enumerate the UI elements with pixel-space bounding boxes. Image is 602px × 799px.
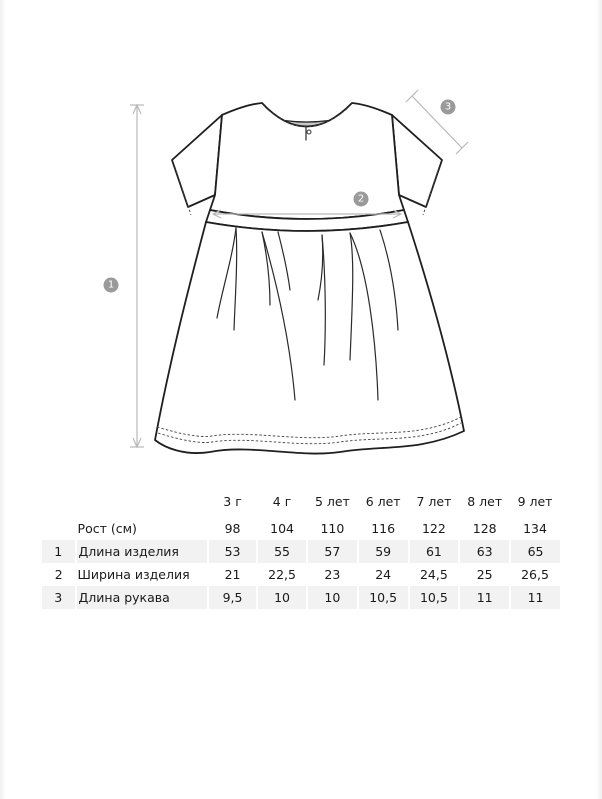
size-header: 9 лет [517,494,553,509]
table-cell: 61 [409,540,460,563]
row-number: 1 [42,540,76,563]
table-cell: 25 [476,567,493,582]
table-cell: 98 [224,521,241,536]
size-table [42,489,560,609]
marker-1 [104,278,119,293]
table-cell: 63 [459,540,510,563]
table-cell: 11 [459,586,510,609]
marker-3 [441,100,456,115]
table-cell: 122 [421,521,446,536]
table-cell: 53 [208,540,257,563]
table-cell: 134 [523,521,547,536]
table-cell: 10 [307,586,358,609]
length-dimension [130,105,144,447]
size-header: 7 лет [416,494,452,509]
table-cell: 10 [257,586,307,609]
table-row [42,540,560,563]
table-cell: 10,5 [409,586,460,609]
table-cell: 104 [270,521,294,536]
size-header: 5 лет [314,494,350,509]
table-cell: 26,5 [521,567,549,582]
table-cell: 110 [320,521,345,536]
marker-2 [354,192,369,207]
size-header: 3 г [223,494,242,509]
row-number: 3 [42,586,76,609]
table-cell: 116 [371,521,396,536]
size-header-row [42,489,560,514]
row-number [42,517,76,540]
table-cell: 128 [472,521,497,536]
table-cell: 22,5 [268,567,296,582]
table-cell: 24 [375,567,392,582]
row-label: Длина изделия [76,540,208,563]
table-row [42,563,560,586]
table-cell: 21 [224,567,241,582]
table-cell: 24,5 [419,567,448,582]
size-header: 6 лет [365,494,401,509]
table-row [42,586,560,609]
size-header: 8 лет [467,494,503,509]
header-spacer [76,489,208,514]
table-cell: 65 [510,540,560,563]
table-cell: 10,5 [358,586,409,609]
svg-text:3: 3 [444,101,452,113]
table-cell: 23 [324,567,341,582]
table-cell: 55 [257,540,307,563]
row-number: 2 [54,567,63,582]
dress-outline [155,103,464,454]
svg-text:1: 1 [107,279,115,291]
header-spacer [42,489,76,514]
table-cell: 11 [510,586,560,609]
svg-text:2: 2 [357,193,365,205]
size-header: 4 г [272,494,292,509]
row-label: Рост (см) [77,521,137,536]
table-cell: 9,5 [208,586,257,609]
row-label: Ширина изделия [77,567,190,582]
table-cell: 57 [307,540,358,563]
height-row [42,517,560,540]
row-label: Длина рукава [76,586,208,609]
table-cell: 59 [358,540,409,563]
